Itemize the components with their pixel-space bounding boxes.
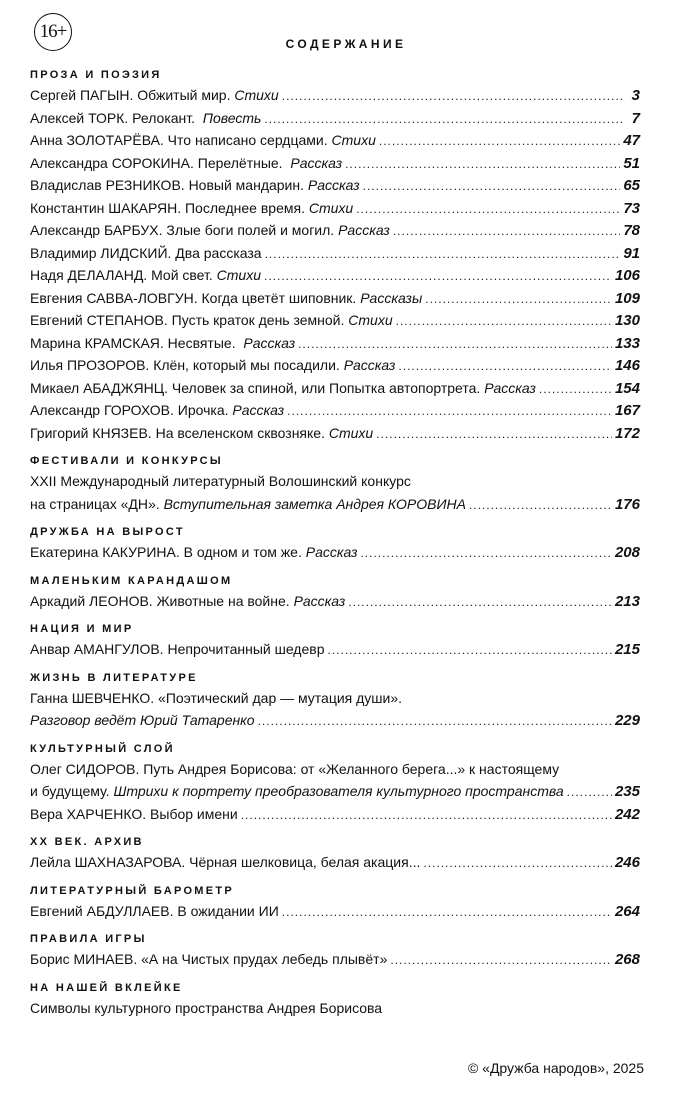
entry-author-title: Евгения САВВА-ЛОВГУН. Когда цветёт шиповник.: [30, 289, 361, 306]
entry-author-title: Ганна ШЕВЧЕНКО. «Поэтический дар — мутация души».: [30, 689, 403, 706]
entry-author-title: Вера ХАРЧЕНКО. Выбор имени: [30, 805, 238, 822]
dot-leader: [241, 804, 612, 827]
entry-title: [30, 174, 360, 197]
entry-genre: Рассказ: [243, 334, 296, 351]
entry-title: [30, 709, 255, 732]
page-number: 106: [614, 267, 640, 284]
entry-title: [30, 197, 353, 220]
toc-section: [30, 740, 640, 826]
entry-author-title: Марина КРАМСКАЯ. Несвятые.: [30, 334, 244, 351]
toc-entry[interactable]: [30, 107, 640, 130]
entry-author-title: Евгений СТЕПАНОВ. Пусть краток день земной.: [30, 312, 349, 328]
entry-genre: Рассказ: [343, 357, 396, 373]
entry-author-title: Владимир ЛИДСКИЙ. Два рассказа: [30, 244, 262, 261]
toc-entry[interactable]: [30, 129, 640, 152]
entry-genre: Стихи: [308, 199, 354, 216]
dot-leader: [390, 949, 612, 972]
entry-genre: Стихи: [348, 312, 393, 328]
toc-section: [30, 66, 640, 444]
page-number: 7: [631, 109, 640, 127]
page-number: 65: [623, 177, 640, 194]
toc-entry[interactable]: [30, 803, 640, 826]
dot-leader: [264, 265, 612, 288]
toc-entry[interactable]: [30, 377, 640, 400]
entry-genre: Повесть: [202, 109, 262, 126]
entry-genre: Стихи: [331, 132, 376, 148]
entry-author-title: Илья ПРОЗОРОВ. Клён, который мы посадили.: [30, 357, 344, 373]
page-title: СОДЕРЖАНИЕ: [285, 37, 407, 51]
entry-title: [30, 309, 393, 332]
page-number: 229: [614, 712, 640, 729]
dot-leader: [567, 781, 612, 804]
dot-leader: [425, 288, 612, 311]
entry-title: [30, 541, 357, 564]
entry-title: [30, 152, 342, 175]
entry-title: [30, 332, 295, 355]
page-number: 264: [614, 902, 640, 920]
entry-title: [30, 422, 373, 445]
section-heading: КУЛЬТУРНЫЙ СЛОЙ: [30, 742, 175, 755]
entry-author-title: и будущему.: [30, 783, 114, 799]
dot-leader: [376, 423, 612, 446]
entry-author-title: Григорий КНЯЗЕВ. На вселенском сквозняке.: [30, 424, 329, 441]
dot-leader: [258, 710, 612, 733]
page-number: 208: [614, 544, 640, 561]
entry-title: [30, 354, 395, 377]
section-heading: ПРАВИЛА ИГРЫ: [30, 933, 147, 945]
entry-title: [30, 84, 279, 107]
page-number: 47: [623, 132, 640, 149]
section-heading: НАЦИЯ И МИР: [30, 623, 134, 635]
page-number: 78: [623, 222, 640, 239]
toc-entry[interactable]: [30, 709, 640, 732]
dot-leader: [539, 378, 612, 401]
entry-title: [30, 900, 279, 923]
toc-entry[interactable]: [30, 264, 640, 287]
entry-author-title: Евгений АБДУЛЛАЕВ. В ожидании ИИ: [30, 902, 279, 919]
toc-entry[interactable]: [30, 354, 640, 377]
section-heading: МАЛЕНЬКИМ КАРАНДАШОМ: [30, 574, 233, 587]
entry-author-title: Сергей ПАГЫН. Обжитый мир.: [30, 87, 235, 103]
entry-author-title: XXII Международный литературный Волошинский конкурс: [30, 473, 411, 489]
toc-entry[interactable]: [30, 687, 640, 710]
toc-entry[interactable]: [30, 152, 640, 175]
entry-author-title: Анна ЗОЛОТАРЁВА. Что написано сердцами.: [30, 132, 332, 148]
toc-entry[interactable]: [30, 422, 640, 445]
page-number: 146: [614, 357, 640, 374]
dot-leader: [328, 639, 612, 662]
dot-leader: [265, 243, 621, 266]
dot-leader: [423, 852, 612, 875]
dot-leader: [282, 901, 612, 924]
toc-section: [30, 572, 640, 613]
entry-author-title: Борис МИНАЕВ. «А на Чистых прудах лебедь плывёт»: [30, 951, 388, 967]
entry-genre: Рассказ: [293, 592, 346, 609]
dot-leader: [348, 591, 612, 614]
dot-leader: [379, 130, 620, 153]
entry-title: [30, 803, 238, 826]
toc-section: [30, 620, 640, 661]
page-number: 176: [614, 495, 640, 513]
entry-genre: Разговор ведёт Юрий Татаренко: [30, 712, 255, 728]
page-number: 172: [614, 424, 640, 442]
toc-entry[interactable]: [30, 287, 640, 310]
entry-title: [30, 851, 420, 874]
toc-entry[interactable]: [30, 309, 640, 332]
page-number: 235: [614, 783, 640, 800]
section-heading: НА НАШЕЙ ВКЛЕЙКЕ: [30, 981, 183, 994]
entry-title: [30, 493, 466, 516]
entry-title: [30, 377, 536, 400]
page-number: 213: [614, 592, 640, 610]
page-number: 133: [614, 334, 640, 352]
table-of-contents: [30, 66, 640, 1019]
entry-title: [30, 242, 262, 265]
entry-title: [30, 948, 387, 971]
toc-entry[interactable]: [30, 197, 640, 220]
entry-title: [30, 780, 564, 803]
dot-leader: [287, 400, 612, 423]
entry-genre: Рассказ: [232, 402, 285, 418]
toc-entry[interactable]: [30, 470, 640, 493]
toc-section: [30, 669, 640, 732]
entry-title: [30, 287, 422, 310]
entry-author-title: Микаел АБАДЖЯНЦ. Человек за спиной, или Попытка автопортрета.: [30, 379, 485, 396]
dot-leader: [469, 494, 612, 517]
entry-title: [30, 219, 390, 242]
page-number: 51: [623, 154, 640, 172]
toc-entry[interactable]: [30, 780, 640, 803]
page-number: 154: [614, 379, 640, 397]
section-heading: ФЕСТИВАЛИ И КОНКУРСЫ: [30, 455, 223, 467]
entry-author-title: Екатерина КАКУРИНА. В одном и том же.: [30, 544, 306, 560]
entry-genre: Рассказ: [290, 154, 343, 171]
entry-genre: Рассказ: [307, 177, 360, 193]
entry-genre: Рассказ: [338, 222, 390, 238]
toc-section: [30, 833, 640, 874]
entry-title: [30, 107, 261, 130]
entry-author-title: Александр ГОРОХОВ. Ирочка.: [30, 402, 233, 418]
dot-leader: [363, 175, 621, 198]
toc-entry[interactable]: [30, 541, 640, 564]
entry-genre: Рассказы: [360, 289, 423, 306]
entry-title: [30, 470, 411, 493]
toc-entry[interactable]: [30, 242, 640, 265]
entry-author-title: на страницах «ДН».: [30, 495, 164, 512]
entry-genre: Стихи: [328, 424, 374, 441]
toc-section: [30, 979, 640, 1020]
toc-entry[interactable]: [30, 590, 640, 613]
entry-genre: Рассказ: [484, 379, 536, 396]
section-heading: ПРОЗА И ПОЭЗИЯ: [30, 69, 162, 81]
entry-title: [30, 997, 382, 1020]
entry-genre: Штрихи к портрету преобразователя культурного пространства: [113, 783, 564, 799]
page-number: 215: [614, 641, 640, 658]
entry-author-title: Аркадий ЛЕОНОВ. Животные на войне.: [30, 592, 294, 609]
toc-section: [30, 452, 640, 515]
page-number: 242: [614, 805, 640, 823]
entry-author-title: Лейла ШАХНАЗАРОВА. Чёрная шелковица, белая акация...: [30, 854, 421, 870]
toc-entry[interactable]: [30, 948, 640, 971]
entry-title: [30, 264, 261, 287]
entry-genre: Стихи: [216, 267, 262, 283]
page-number: 3: [631, 87, 640, 104]
dot-leader: [356, 198, 620, 221]
toc-entry[interactable]: [30, 174, 640, 197]
page-number: 91: [623, 244, 640, 262]
toc-entry[interactable]: [30, 399, 640, 422]
dot-leader: [264, 108, 625, 131]
toc-section: [30, 882, 640, 923]
entry-title: [30, 399, 284, 422]
entry-genre: Стихи: [234, 87, 279, 103]
toc-entry[interactable]: [30, 900, 640, 923]
age-rating-badge: 16+: [34, 13, 72, 51]
dot-leader: [298, 333, 612, 356]
entry-genre: Вступительная заметка Андрея КОРОВИНА: [163, 495, 466, 512]
toc-entry[interactable]: [30, 638, 640, 661]
toc-entry[interactable]: [30, 332, 640, 355]
toc-entry[interactable]: [30, 997, 640, 1020]
dot-leader: [360, 542, 612, 565]
entry-title: [30, 638, 325, 661]
toc-entry[interactable]: [30, 851, 640, 874]
entry-author-title: Константин ШАКАРЯН. Последнее время.: [30, 199, 309, 216]
entry-genre: Рассказ: [305, 544, 358, 560]
page-number: 246: [614, 854, 640, 871]
toc-entry[interactable]: [30, 84, 640, 107]
toc-section: [30, 930, 640, 971]
copyright-notice: © «Дружба народов», 2025: [467, 1060, 644, 1076]
dot-leader: [282, 85, 625, 108]
toc-entry[interactable]: [30, 219, 640, 242]
toc-section: [30, 523, 640, 564]
entry-author-title: Символы культурного пространства Андрея Борисова: [30, 999, 383, 1016]
dot-leader: [396, 310, 612, 333]
entry-author-title: Надя ДЕЛАЛАНД. Мой свет.: [30, 267, 217, 283]
page-number: 268: [614, 951, 640, 968]
page-number: 109: [614, 289, 640, 307]
section-heading: ДРУЖБА НА ВЫРОСТ: [30, 526, 185, 538]
entry-author-title: Александра СОРОКИНА. Перелётные.: [30, 154, 291, 171]
entry-title: [30, 129, 376, 152]
section-heading: ЖИЗНЬ В ЛИТЕРАТУРЕ: [30, 671, 198, 684]
page-number: 130: [614, 312, 640, 329]
entry-title: [30, 687, 402, 710]
section-heading: XX ВЕК. АРХИВ: [30, 836, 144, 848]
entry-title: [30, 590, 345, 613]
entry-author-title: Олег СИДОРОВ. Путь Андрея Борисова: от «Желанного берега...» к настоящему: [30, 760, 560, 777]
entry-author-title: Александр БАРБУХ. Злые боги полей и могил.: [30, 222, 339, 238]
toc-entry[interactable]: [30, 758, 640, 781]
toc-entry[interactable]: [30, 493, 640, 516]
dot-leader: [398, 355, 612, 378]
page-number: 167: [614, 402, 640, 419]
entry-author-title: Владислав РЕЗНИКОВ. Новый мандарин.: [30, 177, 308, 193]
entry-author-title: Анвар АМАНГУЛОВ. Непрочитанный шедевр: [30, 641, 325, 657]
dot-leader: [393, 220, 621, 243]
entry-author-title: Алексей ТОРК. Релокант.: [30, 109, 203, 126]
section-heading: ЛИТЕРАТУРНЫЙ БАРОМЕТР: [30, 884, 235, 897]
page-number: 73: [623, 199, 640, 217]
entry-title: [30, 758, 559, 781]
dot-leader: [345, 153, 620, 176]
